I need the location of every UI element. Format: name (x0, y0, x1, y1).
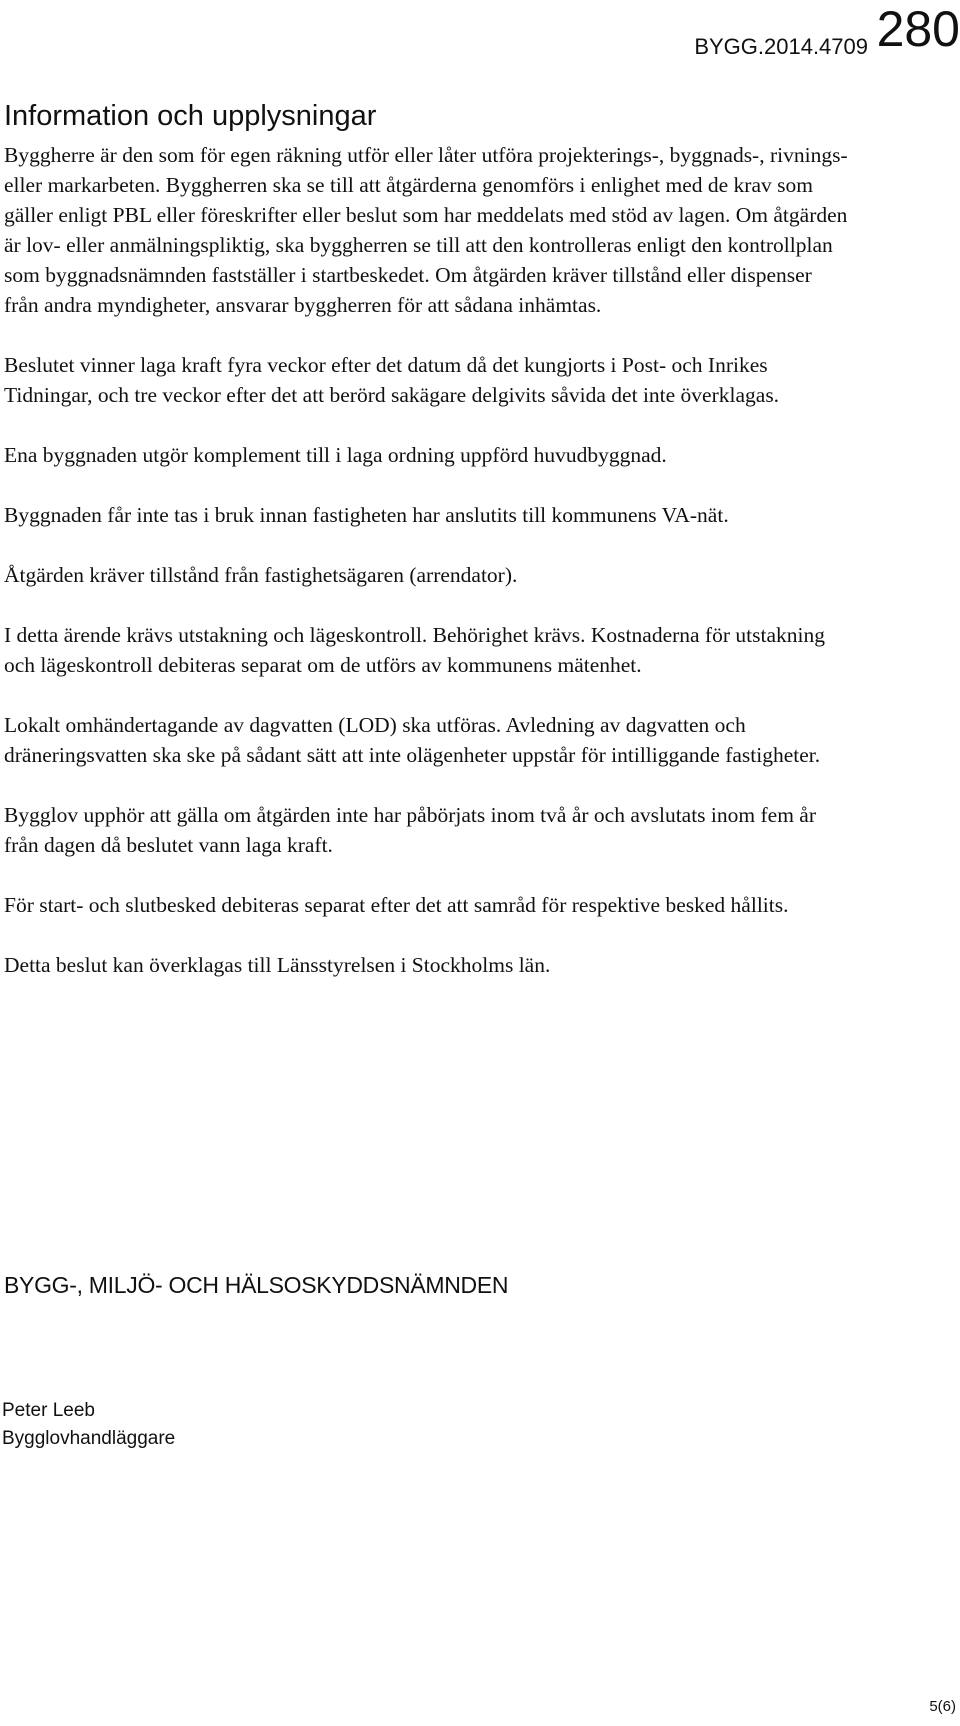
paragraph-va-nat: Byggnaden får inte tas i bruk innan fastigheten har anslutits till kommunens VA-nät. (4, 503, 729, 527)
paragraph-tillstand: Åtgärden kräver tillstånd från fastighetsägaren (arrendator). (4, 563, 518, 587)
page-number: 5(6) (929, 1698, 956, 1715)
paragraph-laga-kraft: Beslutet vinner laga kraft fyra veckor efter det datum då det kungjorts i Post- och Inrikes Tidningar, och tre veckor efter det att berörd sakägare delgivits såvida det inte överklagas. (4, 353, 780, 407)
body-text (4, 140, 849, 1010)
paragraph-utstakning: I detta ärende krävs utstakning och lägeskontroll. Behörighet krävs. Kostnaderna för utstakning och lägeskontroll debiteras separat om de utförs av kommunens mätenhet. (4, 623, 825, 677)
paragraph-overklagande: Detta beslut kan överklagas till Länsstyrelsen i Stockholms län. (4, 953, 551, 977)
paragraph-besked: För start- och slutbesked debiteras separat efter det att samråd för respektive besked hållits. (4, 893, 789, 917)
section-heading: Information och upplysningar (4, 100, 377, 132)
paragraph-komplement: Ena byggnaden utgör komplement till i laga ordning uppförd huvudbyggnad. (4, 443, 667, 467)
document-number: 280 (876, 1, 960, 57)
document-reference: BYGG.2014.4709 (694, 34, 868, 59)
paragraph-dagvatten: Lokalt omhändertagande av dagvatten (LOD) ska utföras. Avledning av dagvatten och dräneringsvatten ska ske på sådant sätt att inte olägenheter uppstår för intilliggande fastigheter. (4, 713, 821, 767)
signer-name: Peter Leeb (2, 1400, 95, 1421)
signer-title: Bygglovhandläggare (2, 1428, 176, 1449)
paragraph-bygglov-giltighet: Bygglov upphör att gälla om åtgärden inte har påbörjats inom två år och avslutats inom fem år från dagen då beslutet vann laga kraft. (4, 803, 817, 857)
organization-name: BYGG-, MILJÖ- OCH HÄLSOSKYDDSNÄMNDEN (4, 1272, 509, 1298)
paragraph-byggherre: Byggherre är den som för egen räkning utför eller låter utföra projekterings-, byggnads-, rivnings- eller markarbeten. Byggherren ska se till att åtgärderna genomförs i enlighet med de krav som gäller enligt PBL eller föreskrifter eller beslut som har meddelats med stöd av lagen. Om åtgärden är lov- eller anmälningspliktig, ska byggherren se till att den kontrolleras enligt den kontrollplan som byggnadsnämnden fastställer i startbeskedet. Om åtgärden kräver tillstånd eller dispenser från andra myndigheter, ansvarar byggherren för att sådana inhämtas. (4, 143, 848, 317)
